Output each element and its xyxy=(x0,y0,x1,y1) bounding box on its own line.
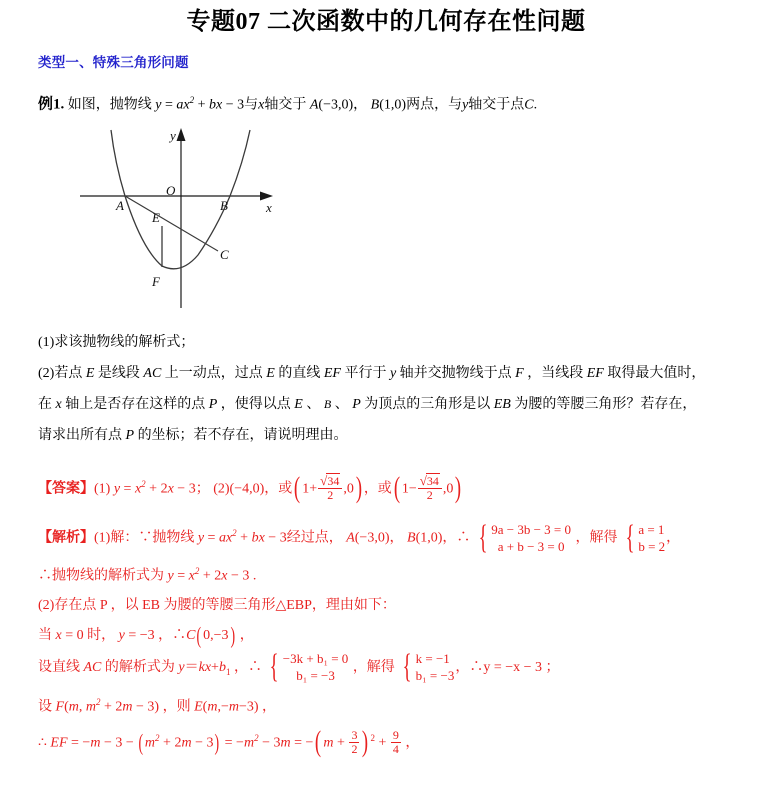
answer-value-1: (−4,0) xyxy=(229,481,265,497)
label-A: A xyxy=(116,197,124,213)
system-2-row-2: b₁ = −3 xyxy=(296,668,335,684)
label-y-axis: y xyxy=(170,127,176,143)
label-C: C xyxy=(220,246,229,262)
label-F: F xyxy=(152,273,160,289)
solution-system-2: { k = −1 b₁ = −3 xyxy=(402,648,455,686)
axis-x-ref: x xyxy=(258,97,265,113)
page-title: 专题07 二次函数中的几何存在性问题 xyxy=(186,9,586,35)
analysis-line-6: 设 F(m, $m^2 + 2m - 3$) ，则 E(m,−m−3) ， xyxy=(38,697,277,716)
solution-1-row-2: b = 2 xyxy=(638,538,666,554)
equation-system-1: { 9a − 3b − 3 = 0 a + b − 3 = 0 xyxy=(478,518,571,556)
axis-y-ref: y xyxy=(462,97,469,113)
analysis-prefix-1: (1)解：∵抛物线 xyxy=(94,530,195,546)
fraction-sqrt34-over-2-b: $\frac{√34}{2}$ xyxy=(418,474,442,502)
solution-2-row-2: b₁ = −3 xyxy=(415,668,455,684)
question-2-line-2: 在 x 轴上是否存在这样的点 P ，使得以点 E 、 B 、 P 为顶点的三角形是以 EB 为腰的等腰三角形？若存在， xyxy=(38,396,697,412)
label-E: E xyxy=(152,209,160,225)
question-2-line-1: (2)若点 E 是线段 AC 上一动点，过点 E 的直线 EF 平行于 y 轴并交抛物线于点 F ，当线段 EF 取得最大值时， xyxy=(38,365,706,381)
example-label: 例1. xyxy=(38,96,65,113)
fraction-9-over-4: $\frac{9}{4}$ xyxy=(392,728,399,757)
analysis-line-7: ∴ EF = −m − 3 − ( $m^2 + 2m - 3) = -m^2 - 3m$ = −( m + $\frac{3}{2}$ ) $^2$ + $\frac{9}{4}$ ， xyxy=(38,725,420,759)
example-stem-part1: 如图，抛物线 xyxy=(67,97,152,113)
question-1: (1)求该抛物线的解析式； xyxy=(38,334,195,350)
analysis-line-1: 【解析】(1)解：∵抛物线 $y = ax^2$ + bx − 3经过点， A(−3,0)， B(1,0)，∴ { 9a − 3b − 3 = 0 a + b − 3 = 0 ，解得 { a = 1 b = 2 ， xyxy=(38,518,681,556)
analysis-solve-label-1: ，解得 xyxy=(575,530,618,546)
analysis-tail-1: ， xyxy=(666,530,681,546)
analysis-solve-label-2: ，解得 xyxy=(352,660,395,676)
example-stem-part2: 与 xyxy=(244,97,259,113)
system-1-row-2: a + b − 3 = 0 xyxy=(497,538,565,554)
answer-sep-1: ； xyxy=(195,481,210,497)
period-1: . xyxy=(533,97,538,113)
example-stem-part5: 轴交于点 xyxy=(468,97,525,113)
example-stem-part3: 轴交于 xyxy=(264,97,307,113)
y-axis-arrow xyxy=(177,128,186,141)
section-heading: 类型一、特殊三角形问题 xyxy=(38,55,189,71)
fraction-3-over-2: $\frac{3}{2}$ xyxy=(351,728,358,757)
analysis-line-4: 当 x = 0 时， y = −3 ，∴C( 0,−3) ， xyxy=(38,622,254,648)
analysis-line-3: (2)存在点 P ，以 EB 为腰的等腰三角形△EBP，理由如下： xyxy=(38,598,396,614)
example-equation: y xyxy=(155,97,162,113)
analysis-line-2: ∴抛物线的解析式为 $y = x^2 + 2x - 3$ . xyxy=(38,565,257,584)
solution-2-row-1: k = −1 xyxy=(415,651,450,667)
example-stem-part4: 两点，与 xyxy=(406,97,463,113)
label-B: B xyxy=(220,197,228,213)
answer-part1-label: (1) xyxy=(94,481,111,497)
system-2-row-1: −3k + b₁ = 0 xyxy=(282,651,349,667)
answer-marker: 【答案】 xyxy=(38,481,94,497)
fraction-sqrt34-over-2-a: $\frac{√34}{2}$ xyxy=(318,474,342,502)
analysis-mid-1: 经过点， xyxy=(286,530,343,546)
point-A-ref: A xyxy=(309,97,319,113)
analysis-result-2: ，∴y = −x − 3 ； xyxy=(455,660,560,676)
answer-line: 【答案】(1) $y = x^2 + 2x - 3$； (2)(−4,0)，或( 1+ $\frac{√34}{2}$ ,0) ，或( 1− $\frac{√34}{2}$ ,0) xyxy=(38,470,462,504)
answer-part2-label: (2) xyxy=(213,481,230,497)
line-AC xyxy=(125,196,218,251)
analysis-comma-1: ， xyxy=(389,530,404,546)
point-C-ref: C xyxy=(524,97,534,113)
analysis-marker: 【解析】 xyxy=(38,530,94,546)
example-stem: 例1. 如图，抛物线 $y = ax^2$ + bx − 3与x轴交于 A(−3,0)， B(1,0)两点，与y轴交于点C. xyxy=(38,95,538,113)
solution-system-1: { a = 1 b = 2 xyxy=(625,518,666,556)
analysis-tail-7: ， xyxy=(401,735,420,751)
point-B-ref: B xyxy=(370,97,380,113)
analysis-therefore-1: ，∴ xyxy=(442,530,471,546)
label-x-axis: x xyxy=(266,199,272,215)
exponent-2: 2 xyxy=(370,733,375,744)
solution-1-row-1: a = 1 xyxy=(638,521,665,537)
label-O: O xyxy=(166,182,176,198)
answer-or-2: ，或 xyxy=(363,481,392,497)
question-2-line-3: 请求出所有点 P 的坐标；若不存在，请说明理由。 xyxy=(38,427,348,443)
figure-svg xyxy=(70,123,310,313)
answer-or-1: ，或 xyxy=(264,481,293,497)
parabola-figure xyxy=(70,123,310,313)
analysis-line-5: 设直线 AC 的解析式为 $y=kx+b_1$ ，∴ { −3k + b₁ = 0 b₁ = −3 ，解得 { k = −1 b₁ = −3 ，∴y = −x − 3 ； xyxy=(38,648,560,686)
equation-system-2: { −3k + b₁ = 0 b₁ = −3 xyxy=(270,648,349,686)
comma-1: ， xyxy=(353,97,368,113)
system-1-row-1: 9a − 3b − 3 = 0 xyxy=(491,521,571,537)
